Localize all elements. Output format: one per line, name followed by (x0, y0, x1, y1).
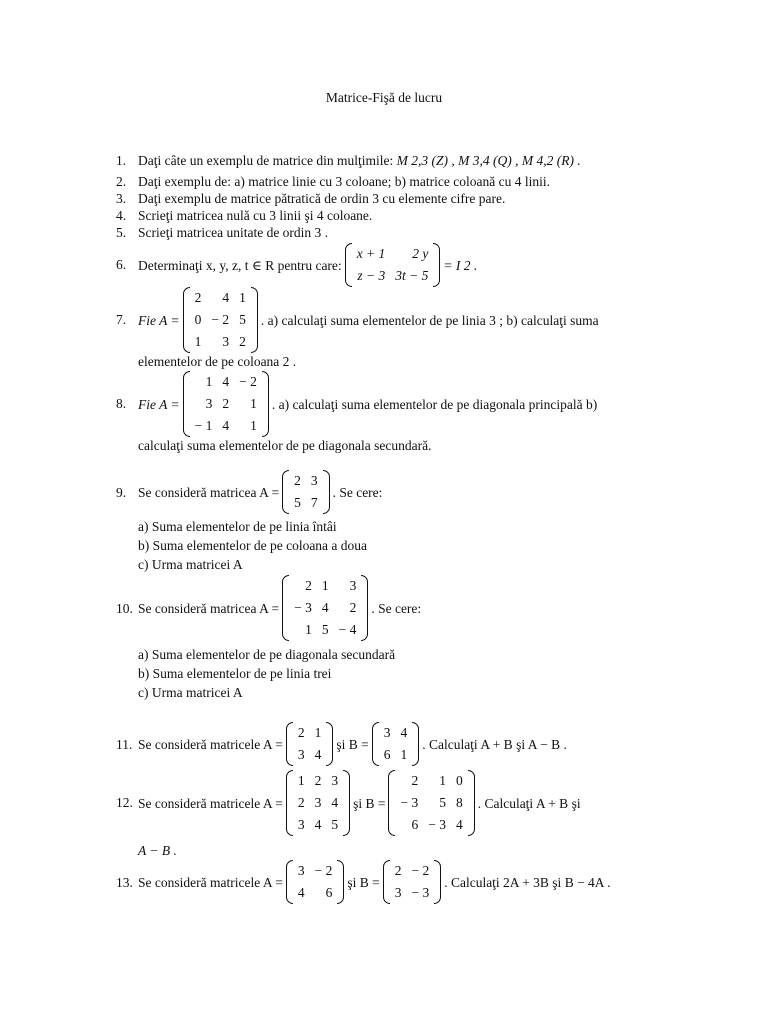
exercise-8-cont: calculaţi suma elementelor de pe diagonala secundară. (138, 438, 432, 453)
matrix-cell: 2 (194, 290, 202, 305)
matrix-cell: 1 (194, 334, 202, 349)
matrix-cell: 2 (314, 773, 322, 788)
matrix-b (383, 860, 442, 904)
matrix-cell: z − 3 (357, 268, 386, 283)
matrix-cell: 6 (411, 817, 419, 832)
exercise-prefix: Se consideră matricele A = (138, 736, 283, 752)
exercise-mid: şi B = (353, 795, 386, 811)
exercise-text: . Se cere: (332, 484, 383, 500)
matrix-cell: 5 (331, 817, 339, 832)
exercise-2: Daţi exemplu de: a) matrice linie cu 3 coloane; b) matrice coloană cu 4 linii. (138, 174, 550, 189)
matrix-cell: 1 (205, 374, 213, 389)
exercise-4: Scrieţi matricea nulă cu 3 linii şi 4 coloane. (138, 208, 373, 223)
matrix-cell: 3 (297, 747, 305, 762)
matrix-cell: − 3 (428, 817, 446, 832)
list-item: b) Suma elementelor de pe linia trei (138, 666, 332, 681)
exercise-text: . Se cere: (371, 600, 422, 616)
exercise-number: 2. (116, 174, 127, 189)
matrix-cell: 1 (439, 773, 446, 788)
list-item: a) Suma elementelor de pe linia întâi (138, 519, 337, 534)
exercise-number: 11. (116, 737, 133, 752)
matrix-cell: 3 (394, 885, 402, 900)
matrix-cell: 2 (411, 773, 419, 788)
exercise-9-items (138, 517, 367, 574)
exercise-number: 9. (116, 485, 127, 500)
matrix-cell: 8 (455, 795, 463, 810)
exercise-prefix: Fie A = (138, 312, 180, 328)
exercise-number: 6. (116, 257, 127, 272)
matrix-cell: − 3 (411, 885, 430, 900)
matrix-cell: − 4 (338, 622, 357, 637)
matrix-cell: 4 (314, 817, 322, 832)
matrix-cell: 3t − 5 (395, 268, 429, 283)
matrix-cell: 2 (294, 473, 301, 488)
exercise-8 (138, 369, 597, 439)
matrix-cell: 3 (383, 725, 391, 740)
matrix-a (286, 860, 345, 904)
exercise-number: 10. (116, 601, 133, 616)
matrix-cell: 4 (222, 290, 230, 305)
exercise-prefix: Se consideră matricele A = (138, 874, 283, 890)
matrix-cell: 5 (321, 622, 329, 637)
exercise-10-items (138, 645, 395, 702)
exercise-5: Scrieţi matricea unitate de ordin 3 . (138, 225, 329, 240)
exercise-math: M 2,3 (Z) , M 3,4 (Q) , M 4,2 (R) . (396, 153, 581, 168)
matrix-cell: 4 (321, 600, 329, 615)
list-item: b) Suma elementelor de pe coloana a doua (138, 538, 368, 553)
matrix-cell: 2 (297, 795, 305, 810)
matrix-a (286, 722, 334, 766)
list-item: c) Urma matricei A (138, 685, 243, 700)
exercise-text: . Calculaţi A + B şi A − B . (422, 736, 567, 752)
exercise-text: . a) calculaţi suma elementelor de pe diagonala principală b) (271, 396, 598, 412)
matrix-cell: − 2 (411, 863, 430, 878)
matrix-cell: 2 y (412, 246, 429, 261)
exercise-number: 4. (116, 208, 127, 223)
matrix-cell: 2 (305, 578, 312, 593)
exercise-prefix: Se consideră matricea A = (138, 600, 280, 616)
exercise-text: . a) calculaţi suma elementelor de pe linia 3 ; b) calculaţi suma (260, 312, 599, 328)
exercise-after: = I 2 . (443, 257, 478, 273)
matrix-cell: 1 (400, 747, 408, 762)
matrix-cell: 1 (250, 418, 257, 433)
matrix (282, 470, 330, 514)
matrix-cell: 4 (455, 817, 463, 832)
exercise-number: 13. (116, 875, 133, 890)
matrix-a (286, 770, 350, 836)
matrix-cell: 4 (314, 747, 322, 762)
exercise-mid: şi B = (347, 874, 380, 890)
exercise-number: 1. (116, 153, 127, 168)
matrix-cell: 4 (222, 418, 230, 433)
matrix (282, 575, 368, 641)
matrix-cell: 7 (310, 495, 318, 510)
matrix-cell: 3 (310, 473, 318, 488)
exercise-3: Daţi exemplu de matrice pătratică de ordin 3 cu elemente cifre pare. (138, 191, 506, 206)
matrix-cell: − 2 (211, 312, 230, 327)
list-item: a) Suma elementelor de pe diagonala secundară (138, 647, 396, 662)
matrix-cell: 2 (239, 334, 246, 349)
exercise-12 (138, 768, 581, 838)
matrix-cell: 3 (314, 795, 322, 810)
matrix-cell: 4 (331, 795, 339, 810)
matrix-cell: 4 (222, 374, 230, 389)
exercise-7 (138, 285, 599, 355)
matrix-cell: 5 (239, 312, 246, 327)
matrix-cell: 2 (394, 863, 402, 878)
exercise-number: 8. (116, 396, 127, 411)
list-item: c) Urma matricei A (138, 557, 243, 572)
matrix-cell: 2 (297, 725, 305, 740)
matrix-cell: 0 (455, 773, 463, 788)
matrix-cell: 2 (222, 396, 230, 411)
page-title: Matrice-Fişă de lucru (325, 90, 443, 105)
matrix-cell: 4 (400, 725, 408, 740)
matrix-cell: − 2 (239, 374, 257, 389)
matrix-cell: 3 (222, 334, 230, 349)
exercise-1 (138, 152, 581, 169)
exercise-number: 7. (116, 312, 127, 327)
matrix-cell: 0 (194, 312, 202, 327)
matrix-cell: x + 1 (356, 246, 386, 261)
exercise-text: Determinaţi x, y, z, t ∈ R pentru care: (138, 257, 342, 273)
exercise-12-cont: A − B . (138, 843, 177, 858)
matrix-cell: 5 (439, 795, 446, 810)
matrix (345, 243, 441, 287)
matrix-cell: − 3 (400, 795, 419, 810)
exercise-10 (138, 573, 421, 643)
matrix-cell: 4 (297, 885, 305, 900)
matrix-cell: 1 (250, 396, 257, 411)
exercise-mid: şi B = (336, 736, 369, 752)
matrix-cell: 3 (297, 817, 305, 832)
exercise-9 (138, 468, 382, 516)
matrix-cell: − 2 (314, 863, 333, 878)
matrix-cell: 3 (297, 863, 305, 878)
exercise-13 (138, 858, 611, 906)
matrix-b (388, 770, 474, 836)
matrix-cell: 5 (294, 495, 301, 510)
exercise-prefix: Se consideră matricele A = (138, 795, 283, 811)
exercise-number: 5. (116, 225, 127, 240)
exercise-prefix: Se consideră matricea A = (138, 484, 280, 500)
exercise-11 (138, 720, 567, 768)
matrix-cell: − 1 (194, 418, 213, 433)
exercise-text: Daţi câte un exemplu de matrice din mulţimile: (138, 153, 394, 168)
matrix-cell: − 3 (294, 600, 312, 615)
exercise-7-cont: elementelor de pe coloana 2 . (138, 354, 297, 369)
matrix-cell: 1 (297, 773, 305, 788)
exercise-text: . Calculaţi 2A + 3B şi B − 4A . (444, 874, 611, 890)
exercise-6 (138, 242, 477, 288)
matrix-cell: 3 (349, 578, 357, 593)
matrix-cell: 1 (321, 578, 329, 593)
matrix-cell: 1 (314, 725, 322, 740)
exercise-prefix: Fie A = (138, 396, 180, 412)
matrix (183, 287, 258, 353)
matrix-cell: 6 (383, 747, 391, 762)
matrix-cell: 6 (325, 885, 333, 900)
exercise-text: . Calculaţi A + B şi (477, 795, 581, 811)
matrix-b (372, 722, 420, 766)
matrix-cell: 2 (349, 600, 357, 615)
exercise-number: 12. (116, 795, 133, 810)
matrix-cell: 1 (305, 622, 312, 637)
matrix-cell: 3 (205, 396, 213, 411)
matrix-cell: 1 (239, 290, 246, 305)
exercise-number: 3. (116, 191, 127, 206)
matrix (183, 371, 269, 437)
matrix-cell: 3 (331, 773, 339, 788)
